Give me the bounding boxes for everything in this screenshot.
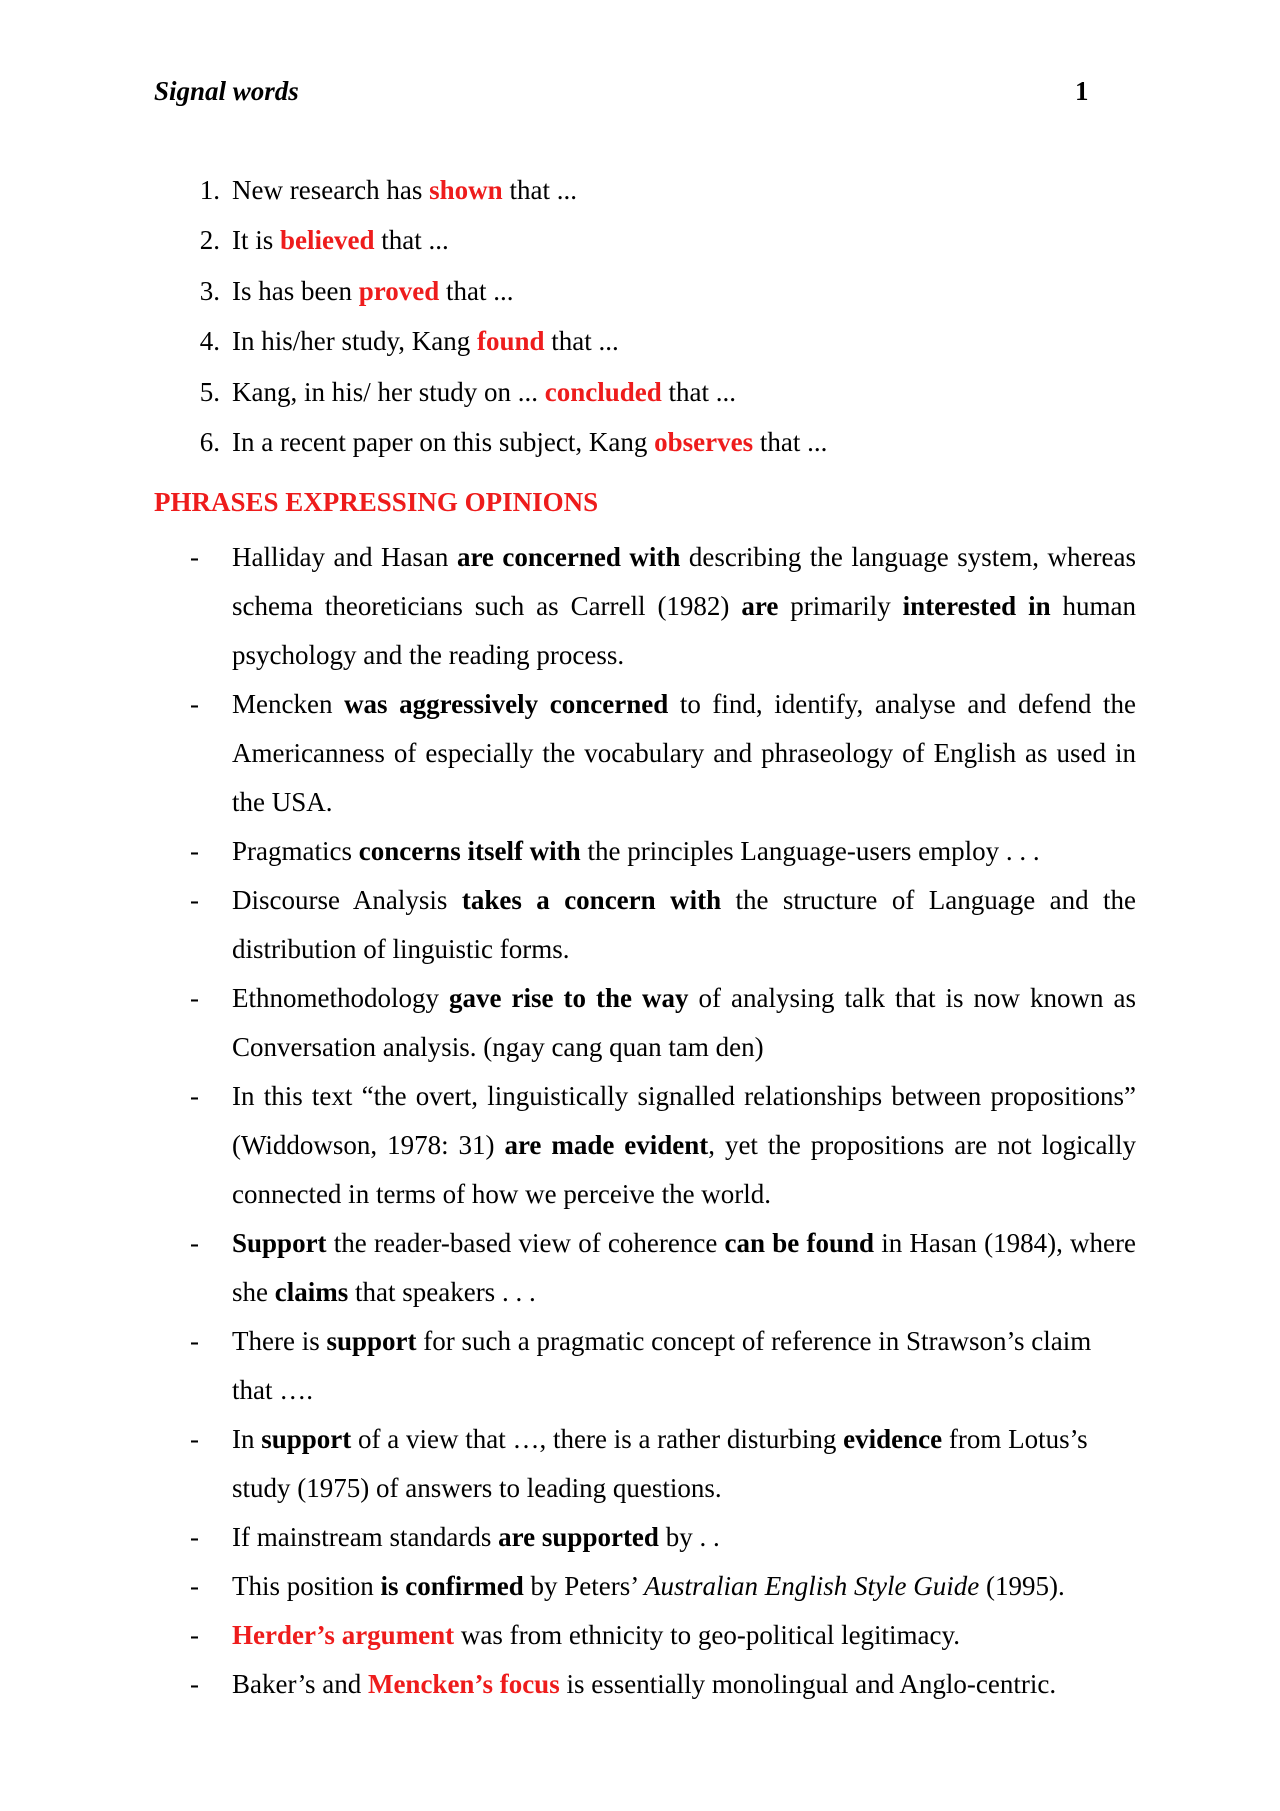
page-number: 1 [1075,76,1089,106]
bullet-marker: - [190,1571,199,1601]
item-text: Kang, in his/ her study on ... [232,376,545,407]
item-text: New research has [232,174,430,205]
list-item [154,216,1134,267]
item-text: that ... [544,326,619,357]
bullet-text: Support the reader-based view of coherence can be found in Hasan (1984), where she claims that speakers . . . [232,1228,1136,1307]
item-text: that ... [661,376,737,407]
item-text: It is [232,225,281,256]
list-item [154,266,1134,317]
bullet-item [154,1660,1136,1709]
bullet-text: This position is confirmed by Peters’ Australian English Style Guide (1995). [232,1571,1065,1601]
bullet-marker: - [190,542,199,572]
bullet-marker: - [190,836,199,866]
signal-word: believed [280,225,375,256]
bullet-marker: - [190,983,199,1013]
bullet-text: Discourse Analysis takes a concern with the structure of Language and the distribution of linguistic forms. [232,885,1136,964]
item-text: In a recent paper on this subject, Kang [232,427,655,458]
item-text: In his/her study, Kang [232,326,477,357]
list-number: 4. [199,326,220,357]
bullet-text: In support of a view that …, there is a rather disturbing evidence from Lotus’s study (1975) of answers to leading questions. [232,1424,1088,1503]
item-text: that ... [502,174,577,205]
bullet-item [154,533,1136,680]
signal-word: shown [429,174,503,205]
list-item [154,317,1134,368]
bullet-marker: - [190,1669,199,1699]
bullet-item [154,974,1136,1072]
bullet-text: If mainstream standards are supported by . . [232,1522,720,1552]
bullet-text: Ethnomethodology gave rise to the way of analysing talk that is now known as Conversation analysis. (ngay cang quan tam den) [232,983,1136,1062]
bullet-marker: - [190,1326,199,1356]
bullet-item [154,1415,1136,1513]
list-number: 5. [199,376,220,407]
bullet-text: Halliday and Hasan are concerned with describing the language system, whereas schema theoreticians such as Carrell (1982) are primarily interested in human psychology and the reading process. [232,542,1136,670]
bullet-item [154,1611,1136,1660]
bullet-item [154,1513,1136,1562]
bullet-text: There is support for such a pragmatic concept of reference in Strawson’s claim that …. [232,1326,1092,1405]
item-text: that ... [439,275,514,306]
page-header-title: Signal words [154,76,299,106]
numbered-list [154,165,1134,468]
bullet-marker: - [190,1424,199,1454]
bullet-marker: - [190,689,199,719]
signal-word: found [476,326,545,357]
item-text: that ... [753,427,828,458]
bullet-item [154,1072,1136,1219]
list-item [154,165,1134,216]
list-number: 2. [199,225,220,256]
bullet-item [154,1317,1136,1415]
signal-word: observes [654,427,754,458]
bullet-list [154,533,1136,1709]
bullet-item [154,1562,1136,1611]
list-number: 3. [199,275,220,306]
book-title: Australian English Style Guide [643,1571,980,1601]
item-text: Is has been [232,275,359,306]
bullet-marker: - [190,885,199,915]
bullet-item [154,680,1136,827]
list-number: 6. [199,427,220,458]
item-text: that ... [374,225,449,256]
bullet-marker: - [190,1522,199,1552]
bullet-item [154,876,1136,974]
signal-word: concluded [544,376,662,407]
signal-word: proved [358,275,440,306]
bullet-marker: - [190,1081,199,1111]
section-heading: PHRASES EXPRESSING OPINIONS [154,487,599,517]
bullet-text: Mencken was aggressively concerned to find, identify, analyse and defend the Americanness of especially the vocabulary and phraseology of English as used in the USA. [232,689,1136,817]
bullet-text: Pragmatics concerns itself with the principles Language-users employ . . . [232,836,1040,866]
bullet-marker: - [190,1228,199,1258]
bullet-text: In this text “the overt, linguistically signalled relationships between propositions” (Widdowson, 1978: 31) are made evident, yet the propositions are not logically connected in terms of how we perceive the world. [232,1081,1136,1209]
list-item [154,367,1134,418]
bullet-marker: - [190,1620,199,1650]
list-item [154,418,1134,469]
bullet-item [154,827,1136,876]
bullet-item [154,1219,1136,1317]
bullet-text: Herder’s argument was from ethnicity to geo-political legitimacy. [232,1620,961,1650]
bullet-text: Baker’s and Mencken’s focus is essentially monolingual and Anglo-centric. [232,1669,1057,1699]
list-number: 1. [199,174,220,205]
